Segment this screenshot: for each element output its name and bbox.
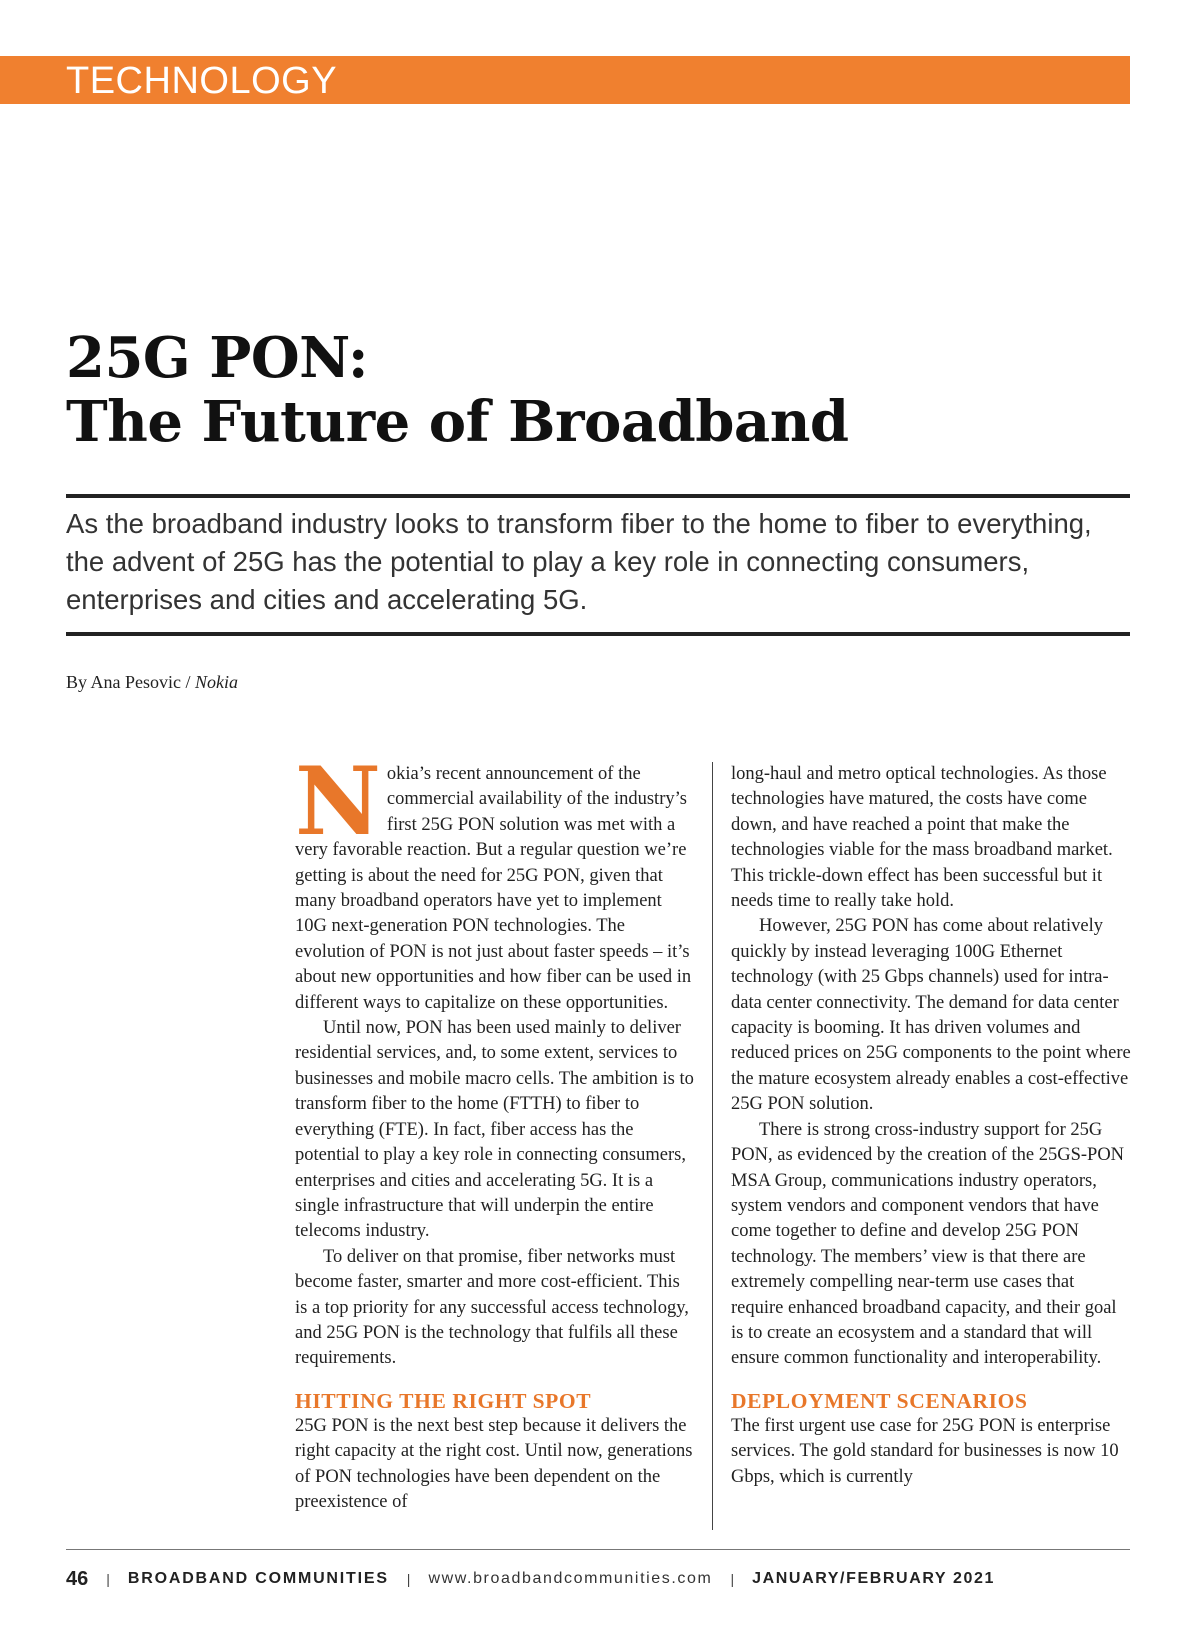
body-paragraph: There is strong cross-industry support for 25G PON, as evidenced by the creation of the 25GS-PON MSA Group, communications industry operators, system vendors and component vendors that have come together to define and develop 25G PON technology. The members’ view is that there are extremely compelling near-term use cases that require enhanced broadband capacity, and their goal is to create an ecosystem and a standard that will ensure common functionality and interoperability.	[731, 1119, 1125, 1369]
body-paragraph: 25G PON is the next best step because it delivers the right capacity at the right cost. Until now, generations of PON technologies have been dependent on the preexistence of	[295, 1415, 693, 1512]
body-text: okia’s recent announcement of the commercial availability of the industry’s first 25G PON solution was met with a very favorable reaction. But a regular question we’re getting is about the need for 25G PON, given that many broadband operators have yet to implement 10G next-generation PON technologies. The evolution of PON is not just about faster speeds – it’s about new opportunities and how fiber can be used in different ways to capitalize on these opportunities.	[295, 764, 692, 1013]
footer-separator: |	[406, 1571, 411, 1587]
deck-top-rule	[66, 494, 1130, 498]
footer-rule	[66, 1549, 1130, 1550]
drop-cap: N	[295, 747, 381, 857]
publication-name: BROADBAND COMMUNITIES	[127, 1570, 389, 1587]
title-line-2: The Future of Broadband	[66, 389, 849, 455]
byline-company: Nokia	[195, 672, 238, 692]
title-line-1: 25G PON:	[66, 325, 369, 391]
body-paragraph: To deliver on that promise, fiber networks must become faster, smarter and more cost-efficient. This is a top priority for any successful access technology, and 25G PON is the technology that fulfils all these requirements.	[295, 1246, 689, 1369]
article-deck: As the broadband industry looks to transform fiber to the home to fiber to everything, the advent of 25G has the potential to play a key role in connecting consumers, enterprises and cities and accelerating 5G.	[66, 508, 1092, 615]
subhead-deployment-scenarios: DEPLOYMENT SCENARIOS	[731, 1388, 1028, 1413]
byline-author: By Ana Pesovic /	[66, 672, 195, 692]
page-number: 46	[66, 1567, 89, 1590]
body-paragraph: The first urgent use case for 25G PON is enterprise services. The gold standard for businesses is now 10 Gbps, which is currently	[731, 1415, 1119, 1487]
body-paragraph: long-haul and metro optical technologies. As those technologies have matured, the costs have come down, and have reached a point that make the technologies viable for the mass broadband market. This trickle-down effect has been successful but it needs time to really take hold.	[731, 764, 1113, 912]
article-column-left	[295, 747, 695, 1515]
subhead-hitting-right-spot: HITTING THE RIGHT SPOT	[295, 1388, 592, 1413]
footer-separator: |	[106, 1571, 110, 1587]
body-paragraph: However, 25G PON has come about relatively quickly by instead leveraging 100G Ethernet technology (with 25 Gbps channels) used for intra-data center connectivity. The demand for data center capacity is booming. It has driven volumes and reduced prices on 25G components to the point where the mature ecosystem already enables a cost-effective 25G PON solution.	[731, 916, 1131, 1115]
deck-bottom-rule	[66, 632, 1130, 636]
column-divider	[712, 762, 713, 1530]
issue-date: JANUARY/FEBRUARY 2021	[752, 1570, 995, 1587]
byline	[66, 672, 238, 693]
article-title	[66, 326, 849, 454]
publication-url[interactable]: www.broadbandcommunities.com	[428, 1570, 713, 1587]
body-paragraph: Until now, PON has been used mainly to deliver residential services, and, to some extent, services to businesses and mobile macro cells. The ambition is to transform fiber to the home (FTTH) to fiber to everything (FTE). In fact, fiber access has the potential to play a key role in connecting consumers, enterprises and cities and accelerating 5G. It is a single infrastructure that will underpin the entire telecoms industry.	[295, 1018, 694, 1242]
footer-separator: |	[730, 1571, 735, 1587]
section-label: TECHNOLOGY	[66, 60, 338, 102]
page-footer	[66, 1566, 995, 1592]
body-paragraph	[295, 747, 695, 1016]
article-column-right	[731, 762, 1131, 1490]
